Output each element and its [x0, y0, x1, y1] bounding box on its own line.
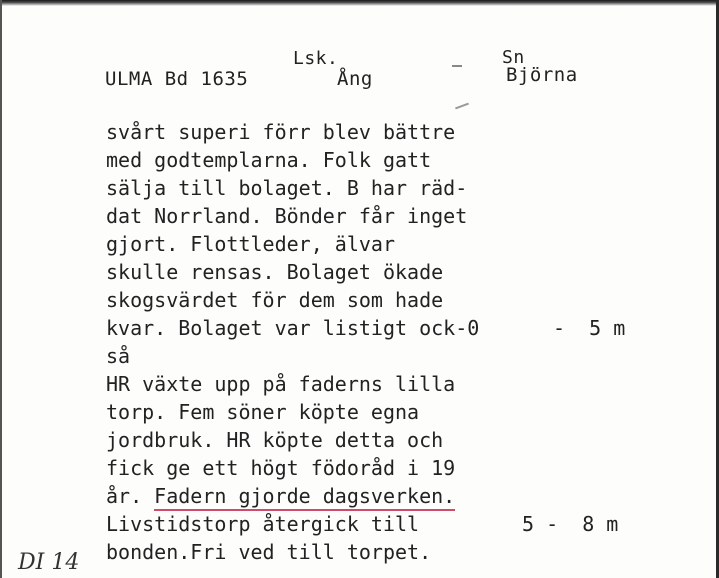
body-line: gjort. Flottleder, älvar: [106, 232, 395, 256]
body-line: skogsvärdet för dem som hade: [106, 288, 444, 312]
body-line: skulle rensas. Bolaget ökade: [106, 260, 444, 284]
body-line: bonden.Fri ved till torpet.: [106, 540, 432, 564]
body-line: fick ge ett högt födoråd i 19: [106, 456, 456, 480]
body-line: med godtemplarna. Folk gatt: [106, 148, 432, 172]
archive-reference: ULMA Bd 1635: [105, 68, 249, 90]
header-dash: [452, 65, 462, 67]
region-label: Lsk.: [293, 48, 339, 69]
body-line: [106, 484, 455, 508]
body-line: dat Norrland. Bönder får inget: [106, 204, 468, 228]
handwritten-margin-note: DI 14: [18, 550, 80, 575]
body-line: så: [106, 344, 131, 368]
body-line: kvar. Bolaget var listigt ock-0: [106, 316, 480, 340]
body-line-start: år.: [106, 484, 155, 508]
region-value: Ång: [337, 68, 373, 90]
stray-mark: [455, 103, 469, 110]
body-line: Livstidstorp återgick till: [106, 512, 420, 536]
underlined-phrase: Fadern gjorde dagsverken.: [154, 484, 455, 511]
body-line: torp. Fem söner köpte egna: [106, 400, 420, 424]
parish-value: Björna: [506, 64, 578, 86]
body-line: sälja till bolaget. B har räd-: [106, 176, 468, 200]
body-line: svårt superi förr blev bättre: [106, 120, 456, 144]
body-line: jordbruk. HR köpte detta och: [106, 428, 444, 452]
measurement: 5 - 8 m: [522, 512, 619, 536]
card-top-edge: [0, 0, 719, 6]
measurement: - 5 m: [553, 316, 626, 340]
body-line: HR växte upp på faderns lilla: [106, 372, 456, 396]
card-left-edge: [0, 0, 2, 578]
parish-label: Sn: [502, 47, 525, 68]
